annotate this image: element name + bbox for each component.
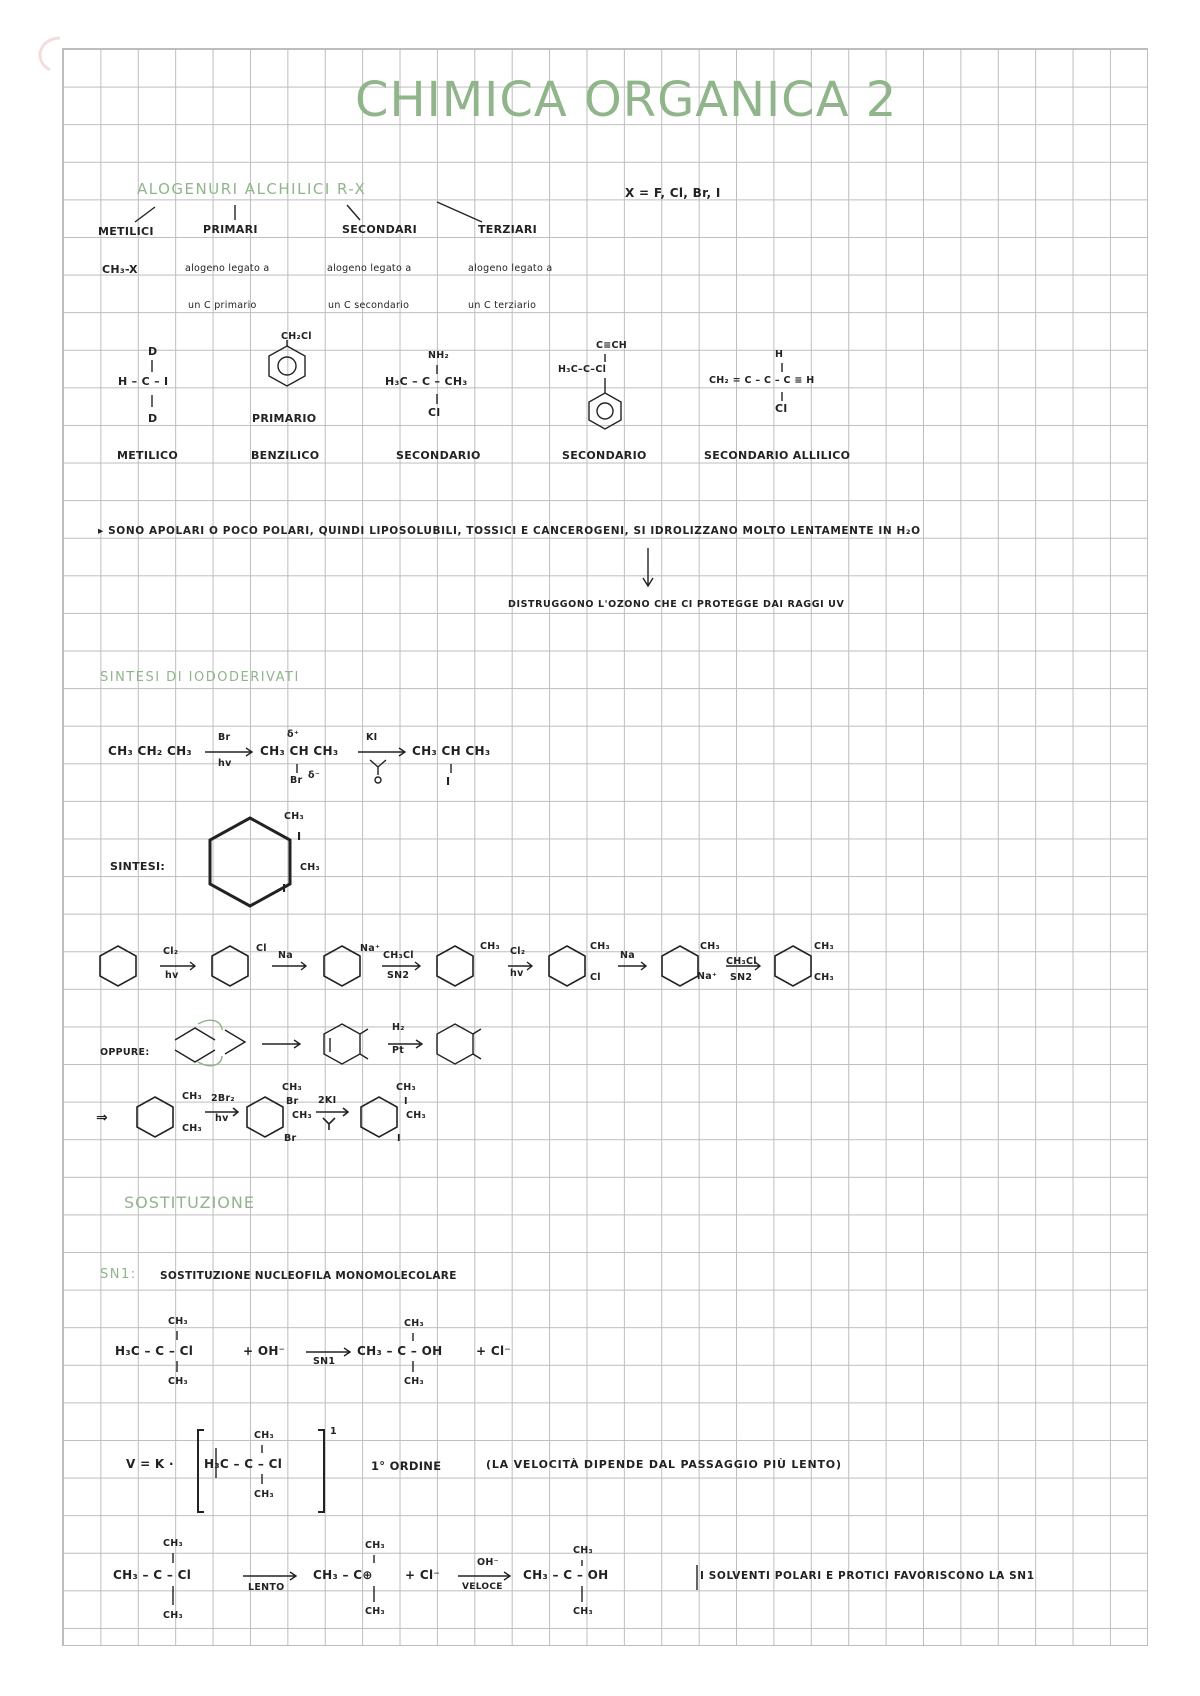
chain-label-ch3-2: CH₃ <box>590 941 610 952</box>
r1-intermediate: CH₃ CH CH₃ <box>260 744 339 758</box>
phenyl-ring-sec2 <box>589 354 621 429</box>
class-label-terziari: TERZIARI <box>478 223 538 236</box>
mech-a-mid: CH₃ – C – Cl <box>113 1568 192 1582</box>
final-label-ch3-3: CH₃ <box>282 1082 302 1093</box>
property-text: SONO APOLARI O POCO POLARI, QUINDI LIPOSOLUBILI, TOSSICI E CANCEROGENI, SI IDROLIZZANO MOLTO LENTAMENTE IN H₂O <box>108 525 921 537</box>
example-sec2-mid: H₃C–C–Cl <box>558 364 607 375</box>
sn1-right-mid: CH₃ – C – OH <box>357 1344 443 1358</box>
final-label-br-2: Br <box>284 1133 297 1144</box>
r1-delta-minus: δ⁻ <box>308 770 321 781</box>
mech-c-mid: CH₃ – C – OH <box>523 1568 609 1582</box>
chain-label-na-1: Na⁺ <box>360 943 381 954</box>
chain-reagent-3-top: CH₃Cl <box>383 950 414 961</box>
example-sec1-name: SECONDARIO <box>396 449 481 462</box>
final-label-i-1: I <box>404 1096 408 1107</box>
sn1-arrow <box>306 1348 350 1356</box>
oppure-label: OPPURE: <box>100 1047 150 1058</box>
oppure-reagent-bottom: Pt <box>392 1045 405 1056</box>
example-sec3-top: H <box>775 349 784 360</box>
example-metilico-mid: H – C – I <box>118 375 169 388</box>
example-sec1-mid: H₃C – C – CH₃ <box>385 375 468 388</box>
final-label-ch3-5: CH₃ <box>396 1082 416 1093</box>
example-sec2-name: SECONDARIO <box>562 449 647 462</box>
example-sec1-bottom: Cl <box>428 406 441 419</box>
sn1-left-bottom: CH₃ <box>168 1376 188 1387</box>
mech-b-bottom: CH₃ <box>365 1606 385 1617</box>
chain-reagent-4-bottom: hv <box>510 968 524 979</box>
target-cyclohexane <box>210 818 290 906</box>
sn1-left-mid: H₃C – C – Cl <box>115 1344 194 1358</box>
example-metilico-name: METILICO <box>117 449 178 462</box>
arrow-to-terziari <box>437 202 482 222</box>
rate-note: (LA VELOCITÀ DIPENDE DAL PASSAGGIO PIÙ LENTO) <box>486 1458 842 1471</box>
class-desc-secondari-1: alogeno legato a <box>327 263 412 274</box>
solvent-note: I SOLVENTI POLARI E PROTICI FAVORISCONO LA SN1 <box>700 1570 1035 1582</box>
mech-step1-label: LENTO <box>248 1582 285 1593</box>
example-benzilico-sub: CH₂Cl <box>281 331 312 342</box>
page-title: CHIMICA ORGANICA 2 <box>355 72 898 128</box>
sn1-arrow-label: SN1 <box>313 1356 336 1367</box>
halogen-definition: X = F, Cl, Br, I <box>625 186 721 200</box>
mech-arrow-veloce <box>458 1572 510 1580</box>
sostituzione-heading: SOSTITUZIONE <box>124 1193 255 1212</box>
sn1-description: SOSTITUZIONE NUCLEOFILA MONOMOLECOLARE <box>160 1270 457 1282</box>
target-sub-ch3-top: CH₃ <box>284 811 304 822</box>
r1-reagent-top: Br <box>218 732 231 743</box>
chain-label-cl-1: Cl <box>256 943 267 954</box>
class-desc-primari-2: un C primario <box>188 300 257 311</box>
chain-reagent-1-top: Cl₂ <box>163 946 179 957</box>
mech-b-mid: CH₃ – C⊕ <box>313 1568 373 1582</box>
ozone-note: DISTRUGGONO L'OZONO CHE CI PROTEGGE DAI RAGGI UV <box>508 599 845 610</box>
arrow-to-secondari <box>347 205 360 220</box>
target-sub-ch3-bottom: CH₃ <box>300 862 320 873</box>
r1-intermediate-sub: Br <box>290 775 303 786</box>
benzyl-ring <box>269 340 305 386</box>
example-metilico-bottom: D <box>148 412 158 425</box>
oppure-reagent-top: H₂ <box>392 1022 405 1033</box>
r1-product-sub: I <box>446 775 451 788</box>
r1-reagent2: KI <box>366 732 378 743</box>
final-label-ch3-6: CH₃ <box>406 1110 426 1121</box>
r1-reagent-bottom: hv <box>218 758 232 769</box>
mech-a-bottom: CH₃ <box>163 1610 183 1621</box>
chain-label-na-2: Na⁺ <box>697 971 718 982</box>
chain-reagent-4-top: Cl₂ <box>510 946 526 957</box>
class-desc-terziari-1: alogeno legato a <box>468 263 553 274</box>
rate-mid: H₃C – C – Cl <box>204 1457 283 1471</box>
rate-top: CH₃ <box>254 1430 274 1441</box>
final-label-br-1: Br <box>286 1096 299 1107</box>
class-desc-secondari-2: un C secondario <box>328 300 410 311</box>
target-sub-i-top: I <box>297 830 302 843</box>
alogenuri-heading: ALOGENURI ALCHILICI R-X <box>137 180 367 198</box>
chain-hexagons <box>100 946 811 986</box>
mech-step2-top: OH⁻ <box>477 1557 499 1568</box>
example-sec3-mid: CH₂ = C – C – C ≡ H <box>709 375 815 386</box>
r1-product: CH₃ CH CH₃ <box>412 744 491 758</box>
chain-label-cl-2: Cl <box>590 972 601 983</box>
example-sec1-top: NH₂ <box>428 350 449 361</box>
implies-arrow-icon: ⇒ <box>96 1110 109 1126</box>
sn1-plus-cl: + Cl⁻ <box>476 1344 511 1358</box>
mech-c-top: CH₃ <box>573 1545 593 1556</box>
diels-alder-sketch <box>175 1020 481 1066</box>
chain-label-ch3-5: CH₃ <box>814 972 834 983</box>
class-label-primari: PRIMARI <box>203 223 258 236</box>
final-label-ch3-2: CH₃ <box>182 1123 202 1134</box>
chain-reagent-1-bottom: hv <box>165 970 179 981</box>
chain-arrows <box>160 962 760 970</box>
arrow-to-metilici <box>135 207 155 222</box>
example-sec2-top: C≡CH <box>596 340 628 351</box>
rate-bracket-right <box>318 1430 324 1512</box>
final-reagent1-bottom: hv <box>215 1113 229 1124</box>
mech-plus-cl: + Cl⁻ <box>405 1568 440 1582</box>
chain-label-ch3-1: CH₃ <box>480 941 500 952</box>
chain-reagent-6-top: CH₃Cl <box>726 956 757 967</box>
example-sec3-name: SECONDARIO ALLILICO <box>704 449 851 462</box>
sn1-right-bottom: CH₃ <box>404 1376 424 1387</box>
chain-label-ch3-4: CH₃ <box>814 941 834 952</box>
chain-reagent-5-top: Na <box>620 950 635 961</box>
sn1-left-top: CH₃ <box>168 1316 188 1327</box>
mech-step2-bottom: VELOCE <box>462 1582 503 1592</box>
sn1-right-top: CH₃ <box>404 1318 424 1329</box>
arrow-to-ozone <box>643 548 653 586</box>
r1-delta-plus: δ⁺ <box>287 729 300 740</box>
sintesi-target-label: SINTESI: <box>110 860 166 873</box>
rate-order: 1° ORDINE <box>371 1459 442 1473</box>
chain-label-ch3-3: CH₃ <box>700 941 720 952</box>
class-desc-primari-1: alogeno legato a <box>185 263 270 274</box>
rate-bottom: CH₃ <box>254 1489 274 1500</box>
sintesi-heading: SINTESI DI IODODERIVATI <box>100 670 300 685</box>
example-benzilico-class: PRIMARIO <box>252 412 317 425</box>
final-reagent1-top: 2Br₂ <box>211 1093 235 1104</box>
r1-arrow-2 <box>358 748 405 756</box>
rate-exponent: 1 <box>330 1426 337 1437</box>
property-note: ▸ SONO APOLARI O POCO POLARI, QUINDI LIPOSOLUBILI, TOSSICI E CANCEROGENI, SI IDROLIZZANO MOLTO LENTAMENTE IN H₂O <box>98 525 921 537</box>
chain-reagent-3-bottom: SN2 <box>387 970 410 981</box>
r1-reactant: CH₃ CH₂ CH₃ <box>108 744 192 758</box>
class-label-secondari: SECONDARI <box>342 223 417 236</box>
chain-reagent-2-top: Na <box>278 950 293 961</box>
r1-arrow-1 <box>205 748 252 756</box>
sn1-label: SN1: <box>100 1267 137 1282</box>
mech-c-bottom: CH₃ <box>573 1606 593 1617</box>
example-sec3-bottom: Cl <box>775 402 788 415</box>
class-desc-metilici: CH₃-X <box>102 263 138 276</box>
chain-reagent-6-bottom: SN2 <box>730 972 753 983</box>
class-desc-terziari-2: un C terziario <box>468 300 537 311</box>
example-metilico-top: D <box>148 345 158 358</box>
mech-a-top: CH₃ <box>163 1538 183 1549</box>
sn1-plus-oh: + OH⁻ <box>243 1344 286 1358</box>
mech-arrow-lento <box>243 1572 296 1580</box>
acetone-symbol-1 <box>370 760 386 775</box>
example-benzilico-name: BENZILICO <box>251 449 320 462</box>
final-label-i-2: I <box>397 1133 401 1144</box>
rate-bracket-left <box>198 1430 204 1512</box>
final-reagent2: 2KI <box>318 1095 337 1106</box>
class-label-metilici: METILICI <box>98 225 154 238</box>
final-sequence <box>137 1097 397 1137</box>
final-label-ch3-4: CH₃ <box>292 1110 312 1121</box>
mech-b-top: CH₃ <box>365 1540 385 1551</box>
rate-prefix: V = K · <box>126 1457 174 1471</box>
final-label-ch3-1: CH₃ <box>182 1091 202 1102</box>
target-sub-i-bottom: I <box>282 882 287 895</box>
